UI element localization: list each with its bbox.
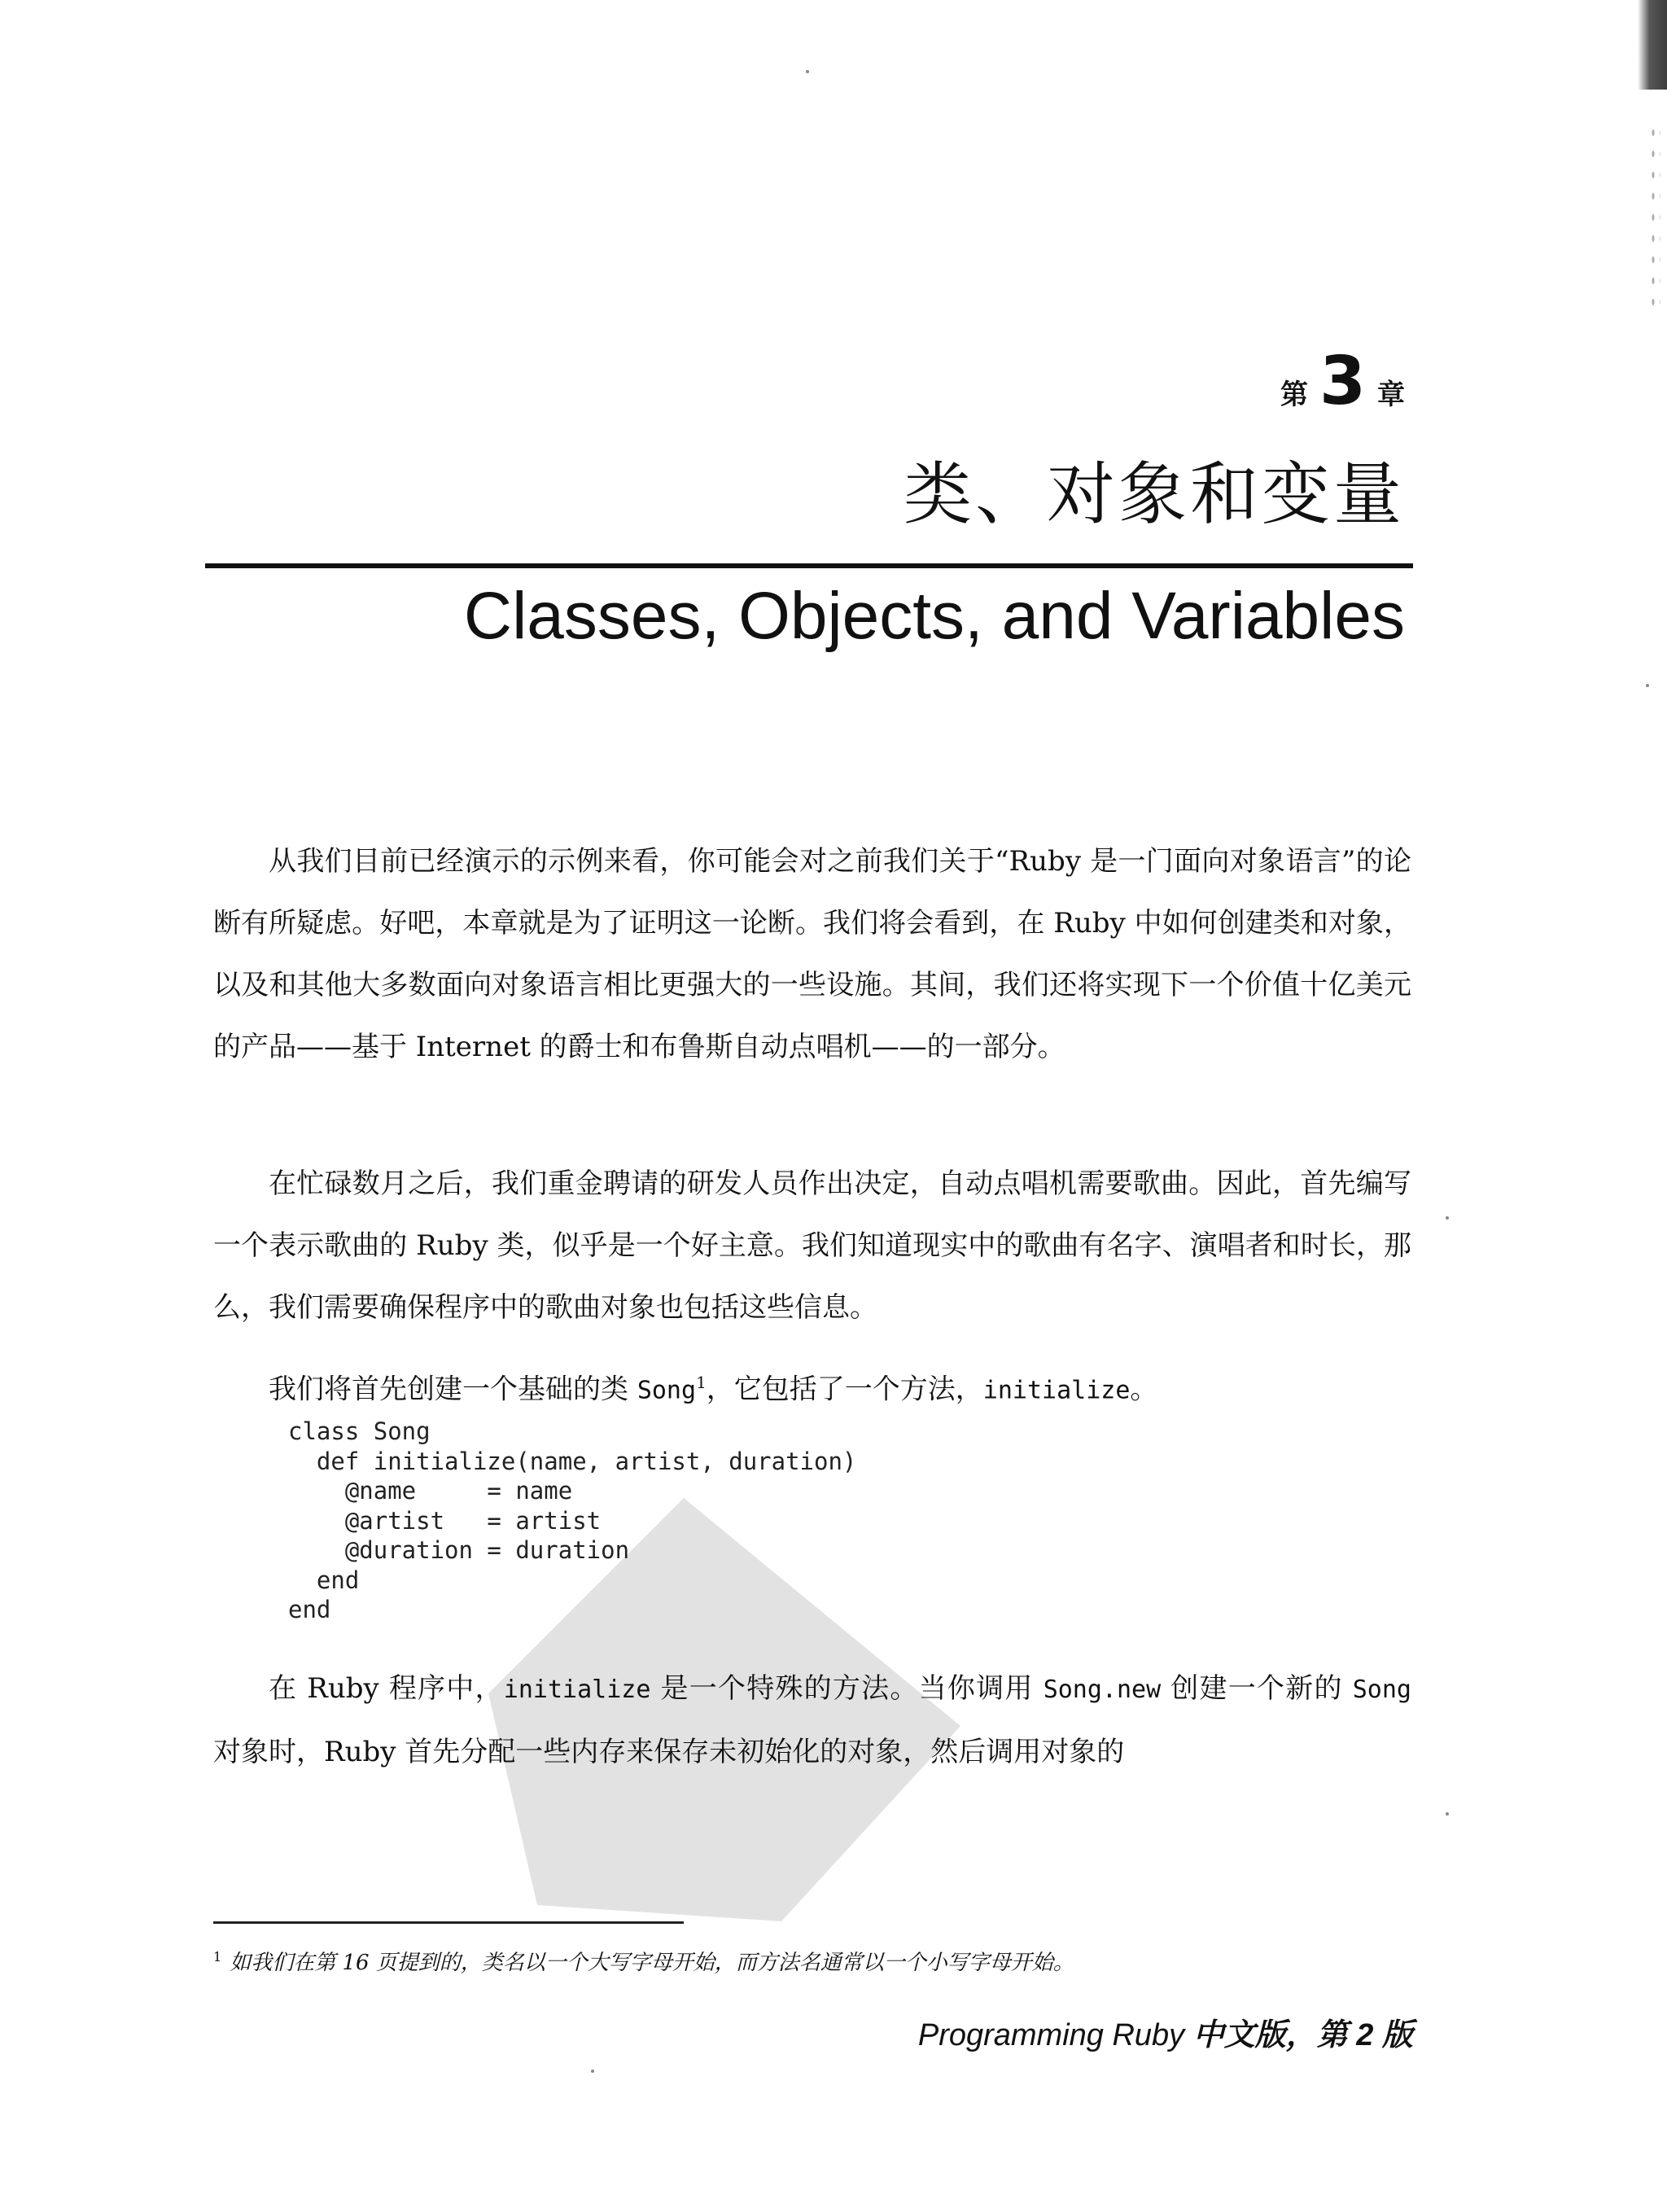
paragraph-song-class — [213, 1351, 1411, 1421]
text-run: 。 — [1130, 1373, 1158, 1406]
chapter-suffix: 章 — [1377, 379, 1405, 411]
running-footer — [918, 2009, 1413, 2054]
speck — [806, 70, 809, 73]
chapter-number: 3 — [1319, 343, 1366, 420]
text-run: 是一个特殊的方法。当你调用 — [650, 1672, 1044, 1705]
speck — [1446, 1216, 1449, 1220]
paragraph-text: 从我们目前已经演示的示例来看，你可能会对之前我们关于“Ruby 是一门面向对象语言”的论断有所疑虑。好吧，本章就是为了证明这一论断。我们将会看到，在 Ruby 中如何创建类和对象，以及和其他大多数面向对象语言相比更强大的一些设施。其间，我们还将实现下一个价值十亿美元的产品——基于 Internet 的爵士和布鲁斯自动点唱机——的一部分。 — [213, 845, 1411, 1063]
chapter-title-english: Classes, Objects, and Variables — [463, 579, 1405, 653]
paragraph-text — [213, 1658, 1411, 1783]
text-run: ，它包括了一个方法， — [706, 1373, 983, 1406]
paragraph-intro — [213, 830, 1411, 1078]
paragraph-text — [213, 1351, 1411, 1421]
footnote-ref: 1 — [696, 1373, 707, 1392]
scan-edge-shadow — [1638, 0, 1667, 90]
paragraph-text: 在忙碌数月之后，我们重金聘请的研发人员作出决定，自动点唱机需要歌曲。因此，首先编写一个表示歌曲的 Ruby 类，似乎是一个好主意。我们知道现实中的歌曲有名字、演唱者和时长，那么，我们需要确保程序中的歌曲对象也包括这些信息。 — [213, 1167, 1411, 1324]
paragraph-initialize — [213, 1658, 1411, 1783]
footer-book-title: Programming Ruby — [917, 2018, 1193, 2052]
speck — [1646, 684, 1649, 687]
footnote-text: 如我们在第 16 页提到的，类名以一个大写字母开始，而方法名通常以一个小写字母开始。 — [230, 1951, 1074, 1975]
chapter-prefix: 第 — [1280, 379, 1308, 411]
footnote — [213, 1946, 1074, 1976]
text-run: 在 Ruby 程序中， — [269, 1672, 504, 1705]
title-divider — [205, 563, 1413, 568]
scan-edge-specks — [1649, 122, 1660, 318]
paragraph-jukebox — [213, 1153, 1411, 1338]
text-run: 创建一个新的 — [1161, 1672, 1353, 1705]
text-run: 对象时，Ruby 首先分配一些内存来保存未初始化的对象，然后调用对象的 — [213, 1736, 1125, 1768]
footnote-divider — [213, 1921, 684, 1924]
inline-code: initialize — [503, 1675, 651, 1704]
inline-code: Song.new — [1043, 1675, 1162, 1704]
inline-code: initialize — [982, 1376, 1131, 1405]
inline-code: Song — [637, 1376, 697, 1405]
inline-code: Song — [1352, 1675, 1411, 1704]
text-run: 我们将首先创建一个基础的类 — [269, 1373, 637, 1406]
chapter-label — [1280, 343, 1405, 420]
footnote-marker: 1 — [213, 1949, 222, 1965]
speck — [1446, 1812, 1449, 1816]
footer-edition: 中文版，第 2 版 — [1192, 2018, 1413, 2052]
speck — [591, 2070, 594, 2073]
chapter-title-chinese: 类、对象和变量 — [903, 454, 1405, 534]
code-block: class Song def initialize(name, artist, duration) @name = name @artist = artist @duration = duration end end — [288, 1417, 857, 1623]
